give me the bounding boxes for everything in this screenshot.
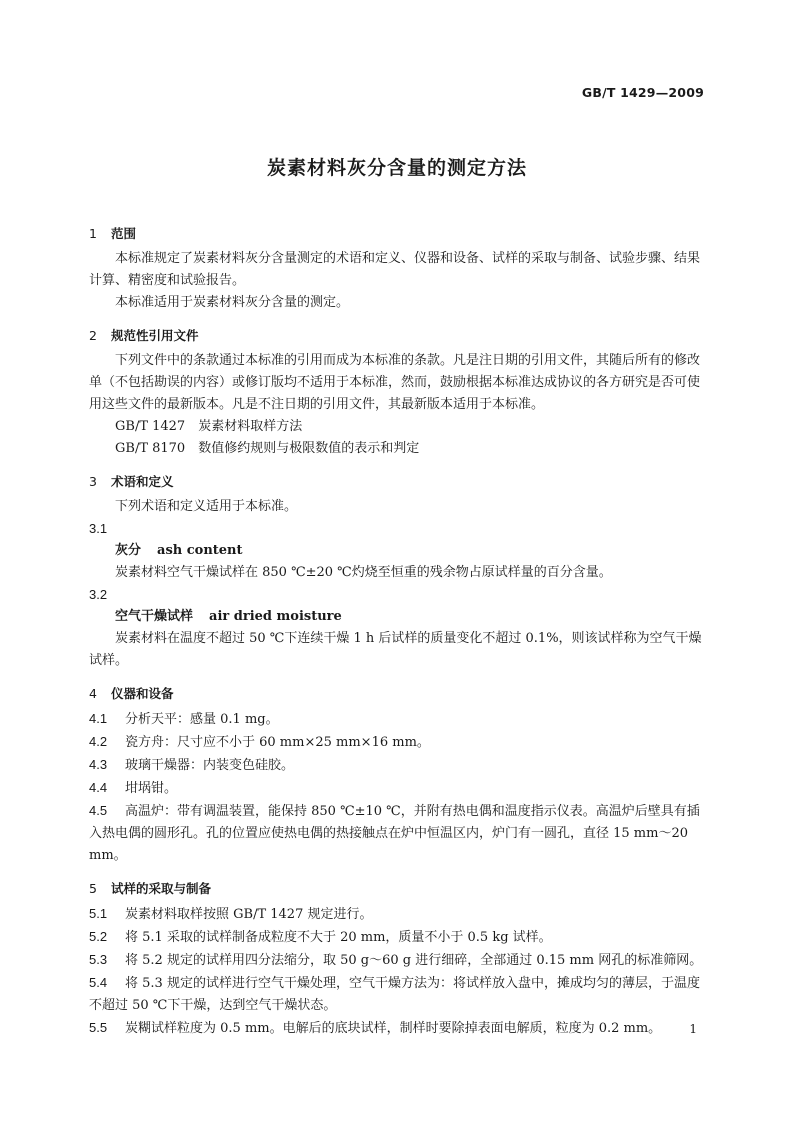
section-heading — [89, 326, 707, 344]
section-title: 试样的采取与制备 — [111, 881, 212, 896]
paragraph: 下列术语和定义适用于本标准。 — [115, 499, 298, 514]
term-name — [89, 606, 707, 628]
item-number: 4.2 — [89, 734, 108, 749]
item-text: 将 5.1 采取的试样制备成粒度不大于 20 mm，质量不小于 0.5 kg 试样。 — [125, 930, 552, 945]
item-number: 5.1 — [89, 906, 108, 921]
section-sampling-preparation — [89, 879, 707, 1040]
reference-item: GB/T 8170 数值修约规则与极限数值的表示和判定 — [115, 441, 420, 456]
item-number: 5.2 — [89, 929, 108, 944]
list-item — [89, 800, 707, 867]
section-number: 2 — [89, 328, 97, 343]
list-item — [89, 1017, 707, 1040]
item-text: 炭素材料取样按照 GB/T 1427 规定进行。 — [125, 907, 373, 922]
section-heading — [89, 684, 707, 702]
section-title: 术语和定义 — [111, 474, 174, 489]
term-name-cn: 空气干燥试样 — [115, 609, 194, 624]
term-definition: 炭素材料在温度不超过 50 ℃下连续干燥 1 h 后试样的质量变化不超过 0.1%，则该试样称为空气干燥试样。 — [89, 631, 702, 668]
section-terms-definitions — [89, 472, 707, 672]
section-heading — [89, 224, 707, 242]
section-title: 范围 — [111, 226, 137, 241]
item-text: 瓷方舟：尺寸应不小于 60 mm×25 mm×16 mm。 — [125, 735, 430, 750]
list-item — [89, 777, 707, 800]
standard-code: GB/T 1429—2009 — [581, 85, 704, 100]
document-title: 炭素材料灰分含量的测定方法 — [266, 157, 527, 179]
term-number: 3.2 — [89, 587, 108, 602]
item-text: 将 5.2 规定的试样用四分法缩分，取 50 g～60 g 进行细碎，全部通过 0.15 mm 网孔的标准筛网。 — [125, 953, 703, 968]
document-body — [89, 224, 707, 1040]
list-item — [89, 903, 707, 926]
list-item — [89, 731, 707, 754]
item-text: 高温炉：带有调温装置，能保持 850 ℃±10 ℃，并附有热电偶和温度指示仪表。高温炉后壁具有插入热电偶的圆形孔。孔的位置应使热电偶的热接触点在炉中恒温区内，炉门有一圆孔，直径 15 mm～20 mm。 — [89, 804, 700, 863]
item-text: 炭糊试样粒度为 0.5 mm。电解后的底块试样，制样时要除掉表面电解质，粒度为 0.2 mm。 — [125, 1021, 662, 1036]
section-number: 3 — [89, 474, 97, 489]
paragraph: 下列文件中的条款通过本标准的引用而成为本标准的条款。凡是注日期的引用文件，其随后所有的修改单（不包括勘误的内容）或修订版均不适用于本标准，然而，鼓励根据本标准达成协议的各方研究是否可使用这些文件的最新版本。凡是不注日期的引用文件，其最新版本适用于本标准。 — [89, 353, 701, 412]
paragraph: 本标准适用于炭素材料灰分含量的测定。 — [115, 295, 350, 310]
page-number: 1 — [689, 1022, 697, 1036]
list-item — [89, 949, 707, 972]
section-heading — [89, 472, 707, 490]
reference-item: GB/T 1427 炭素材料取样方法 — [115, 419, 303, 434]
list-item — [89, 754, 707, 777]
item-text: 将 5.3 规定的试样进行空气干燥处理，空气干燥方法为：将试样放入盘中，摊成均匀的薄层，于温度不超过 50 ℃下干燥，达到空气干燥状态。 — [89, 976, 700, 1013]
item-number: 5.5 — [89, 1020, 108, 1035]
term-name-en: air dried moisture — [209, 609, 342, 624]
list-item — [89, 926, 707, 949]
section-scope — [89, 224, 707, 314]
list-item — [89, 708, 707, 731]
paragraph: 本标准规定了炭素材料灰分含量测定的术语和定义、仪器和设备、试样的采取与制备、试验步骤、结果计算、精密度和试验报告。 — [89, 251, 701, 288]
term-name-cn: 灰分 — [115, 543, 142, 558]
item-number: 4.4 — [89, 780, 108, 795]
term-name-en: ash content — [157, 543, 243, 558]
section-apparatus — [89, 684, 707, 867]
item-number: 4.1 — [89, 711, 108, 726]
section-normative-references — [89, 326, 707, 460]
section-heading — [89, 879, 707, 897]
item-number: 4.3 — [89, 757, 108, 772]
item-number: 4.5 — [89, 803, 108, 818]
term-definition: 炭素材料空气干燥试样在 850 ℃±20 ℃灼烧至恒重的残余物占原试样量的百分含量。 — [115, 565, 612, 580]
term-number: 3.1 — [89, 521, 108, 536]
item-number: 5.3 — [89, 952, 108, 967]
section-number: 1 — [89, 226, 97, 241]
section-number: 4 — [89, 686, 97, 701]
term-name — [89, 540, 707, 562]
list-item — [89, 972, 707, 1017]
item-text: 坩埚钳。 — [125, 781, 178, 796]
item-number: 5.4 — [89, 975, 108, 990]
section-title: 仪器和设备 — [111, 686, 174, 701]
section-number: 5 — [89, 881, 97, 896]
item-text: 分析天平：感量 0.1 mg。 — [125, 712, 279, 727]
section-title: 规范性引用文件 — [111, 328, 199, 343]
item-text: 玻璃干燥器：内装变色硅胶。 — [125, 758, 295, 773]
